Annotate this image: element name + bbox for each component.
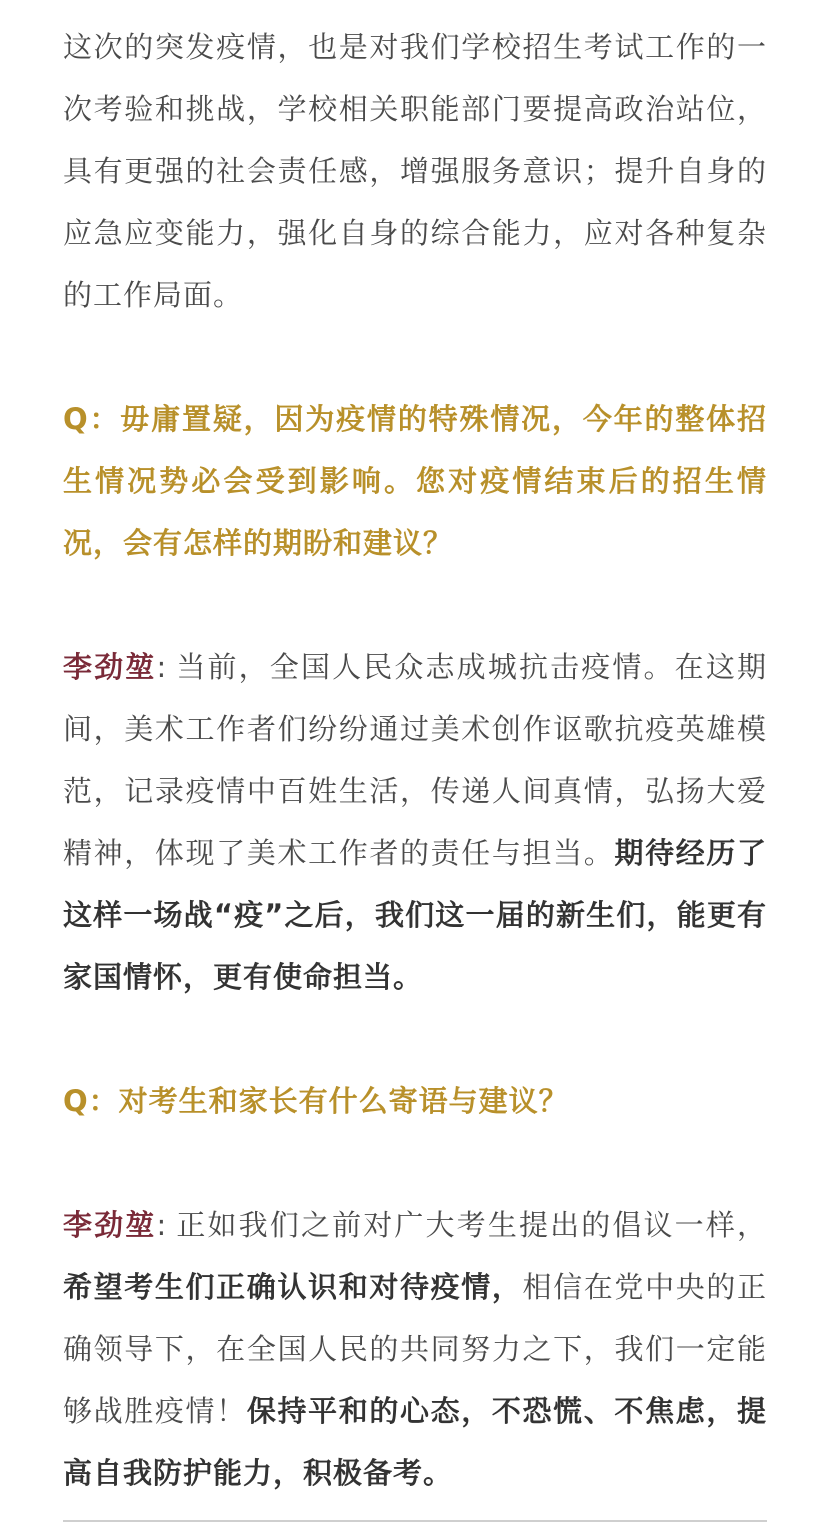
answer-2	[63, 1194, 767, 1504]
spacer	[63, 574, 767, 636]
divider	[63, 1520, 767, 1522]
article-body	[63, 16, 767, 1504]
spacer	[63, 326, 767, 388]
answer-2-text-1: 正如我们之前对广大考生提出的倡议一样，	[175, 1208, 767, 1242]
answer-1-text: 当前，全国人民众志成城抗击疫情。在这期间，美术工作者们纷纷通过美术创作讴歌抗疫英雄模范，记录疫情中百姓生活，传递人间真情，弘扬大爱精神，体现了美术工作者的责任与担当。	[63, 650, 767, 870]
speaker-separator: :	[156, 650, 168, 684]
answer-2-bold-2: 保持平和的心态，不恐慌、不焦虑，提高自我防护能力，积极备考。	[63, 1394, 767, 1490]
speaker-name: 李劲堃	[63, 1208, 157, 1242]
speaker-separator: :	[156, 1208, 168, 1242]
answer-2-text-2: 相信在党中央的正确领导下，在全国人民的共同努力之下，我们一定能够战胜疫情！	[63, 1270, 767, 1428]
spacer	[63, 1008, 767, 1070]
answer-2-bold-1: 希望考生们正确认识和对待疫情，	[63, 1270, 523, 1304]
intro-paragraph: 这次的突发疫情，也是对我们学校招生考试工作的一次考验和挑战，学校相关职能部门要提高政治站位，具有更强的社会责任感，增强服务意识；提升自身的应急应变能力，强化自身的综合能力，应对各种复杂的工作局面。	[63, 30, 767, 312]
spacer	[63, 1132, 767, 1194]
question-1: Q：毋庸置疑，因为疫情的特殊情况，今年的整体招生情况势必会受到影响。您对疫情结束后的招生情况，会有怎样的期盼和建议？	[63, 402, 767, 560]
answer-1-bold: 期待经历了这样一场战“疫”之后，我们这一届的新生们，能更有家国情怀，更有使命担当。	[63, 836, 767, 994]
answer-1	[63, 636, 767, 1008]
speaker-name: 李劲堃	[63, 650, 157, 684]
question-2: Q：对考生和家长有什么寄语与建议？	[63, 1084, 569, 1118]
